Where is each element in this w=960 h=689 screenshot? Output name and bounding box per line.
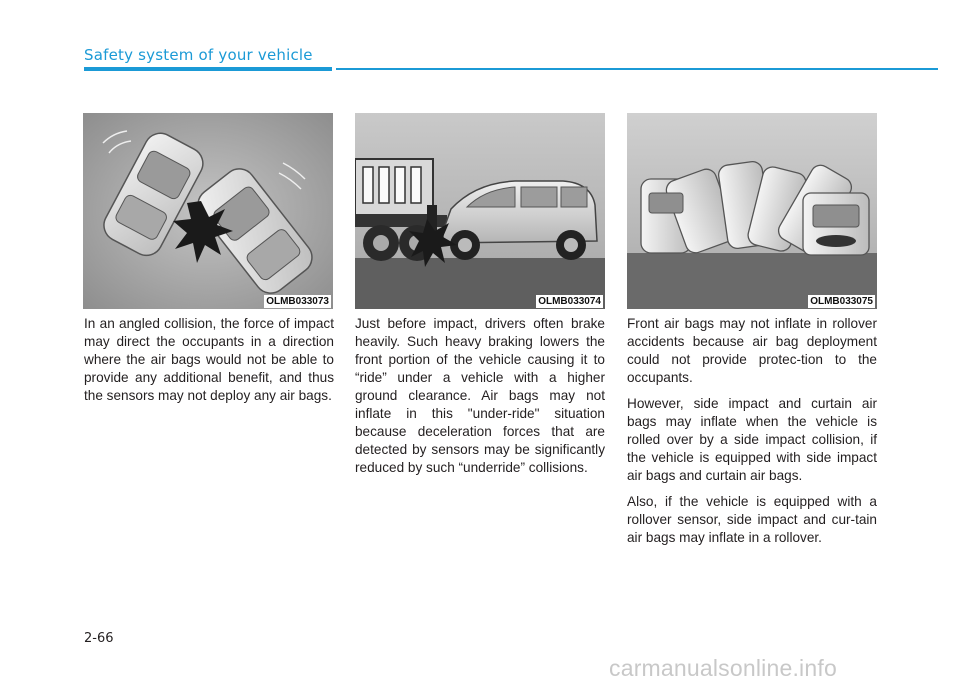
paragraph: Also, if the vehicle is equipped with a rollover sensor, side impact and cur-tain air bags may inflate in a rollover. [627,494,877,545]
rollover-illustration [627,113,877,309]
paragraph: However, side impact and curtain air bags may inflate when the vehicle is rolled over by a side impact collision, if the vehicle is equipped with side impact air bags and curtain air bags. [627,396,877,483]
header-rule-thin [336,68,938,70]
figure-rollover [627,113,877,309]
figure-code: OLMB033073 [266,296,329,307]
paragraph: Front air bags may not inflate in rollover accidents because air bag deployment could not provide protec-tion to the occupants. [627,316,877,385]
paragraph: In an angled collision, the force of impact may direct the occupants in a direction where the air bags would not be able to provide any additional benefit, and thus the sensors may not deploy any air bags. [84,316,334,403]
text-column-1 [84,315,334,413]
underride-collision-illustration [355,113,605,309]
header-rule-thick [84,67,332,71]
watermark: carmanualsonline.info [609,655,837,681]
angled-collision-illustration [83,113,333,309]
text-column-3 [627,315,877,555]
text-column-2 [355,315,605,485]
paragraph: Just before impact, drivers often brake heavily. Such heavy braking lowers the front portion of the vehicle causing it to “ride” under a vehicle with a higher ground clearance. Air bags may not inflate in this "under-ride" situation because deceleration forces that are detected by sensors may be significantly reduced by such “underride” collisions. [355,316,605,475]
header-title: Safety system of your vehicle [84,46,313,64]
page-number: 2-66 [84,631,114,646]
figure-angled-collision [83,113,333,309]
figure-code: OLMB033074 [538,296,601,307]
figure-underride-collision [355,113,605,309]
figure-code: OLMB033075 [810,296,873,307]
